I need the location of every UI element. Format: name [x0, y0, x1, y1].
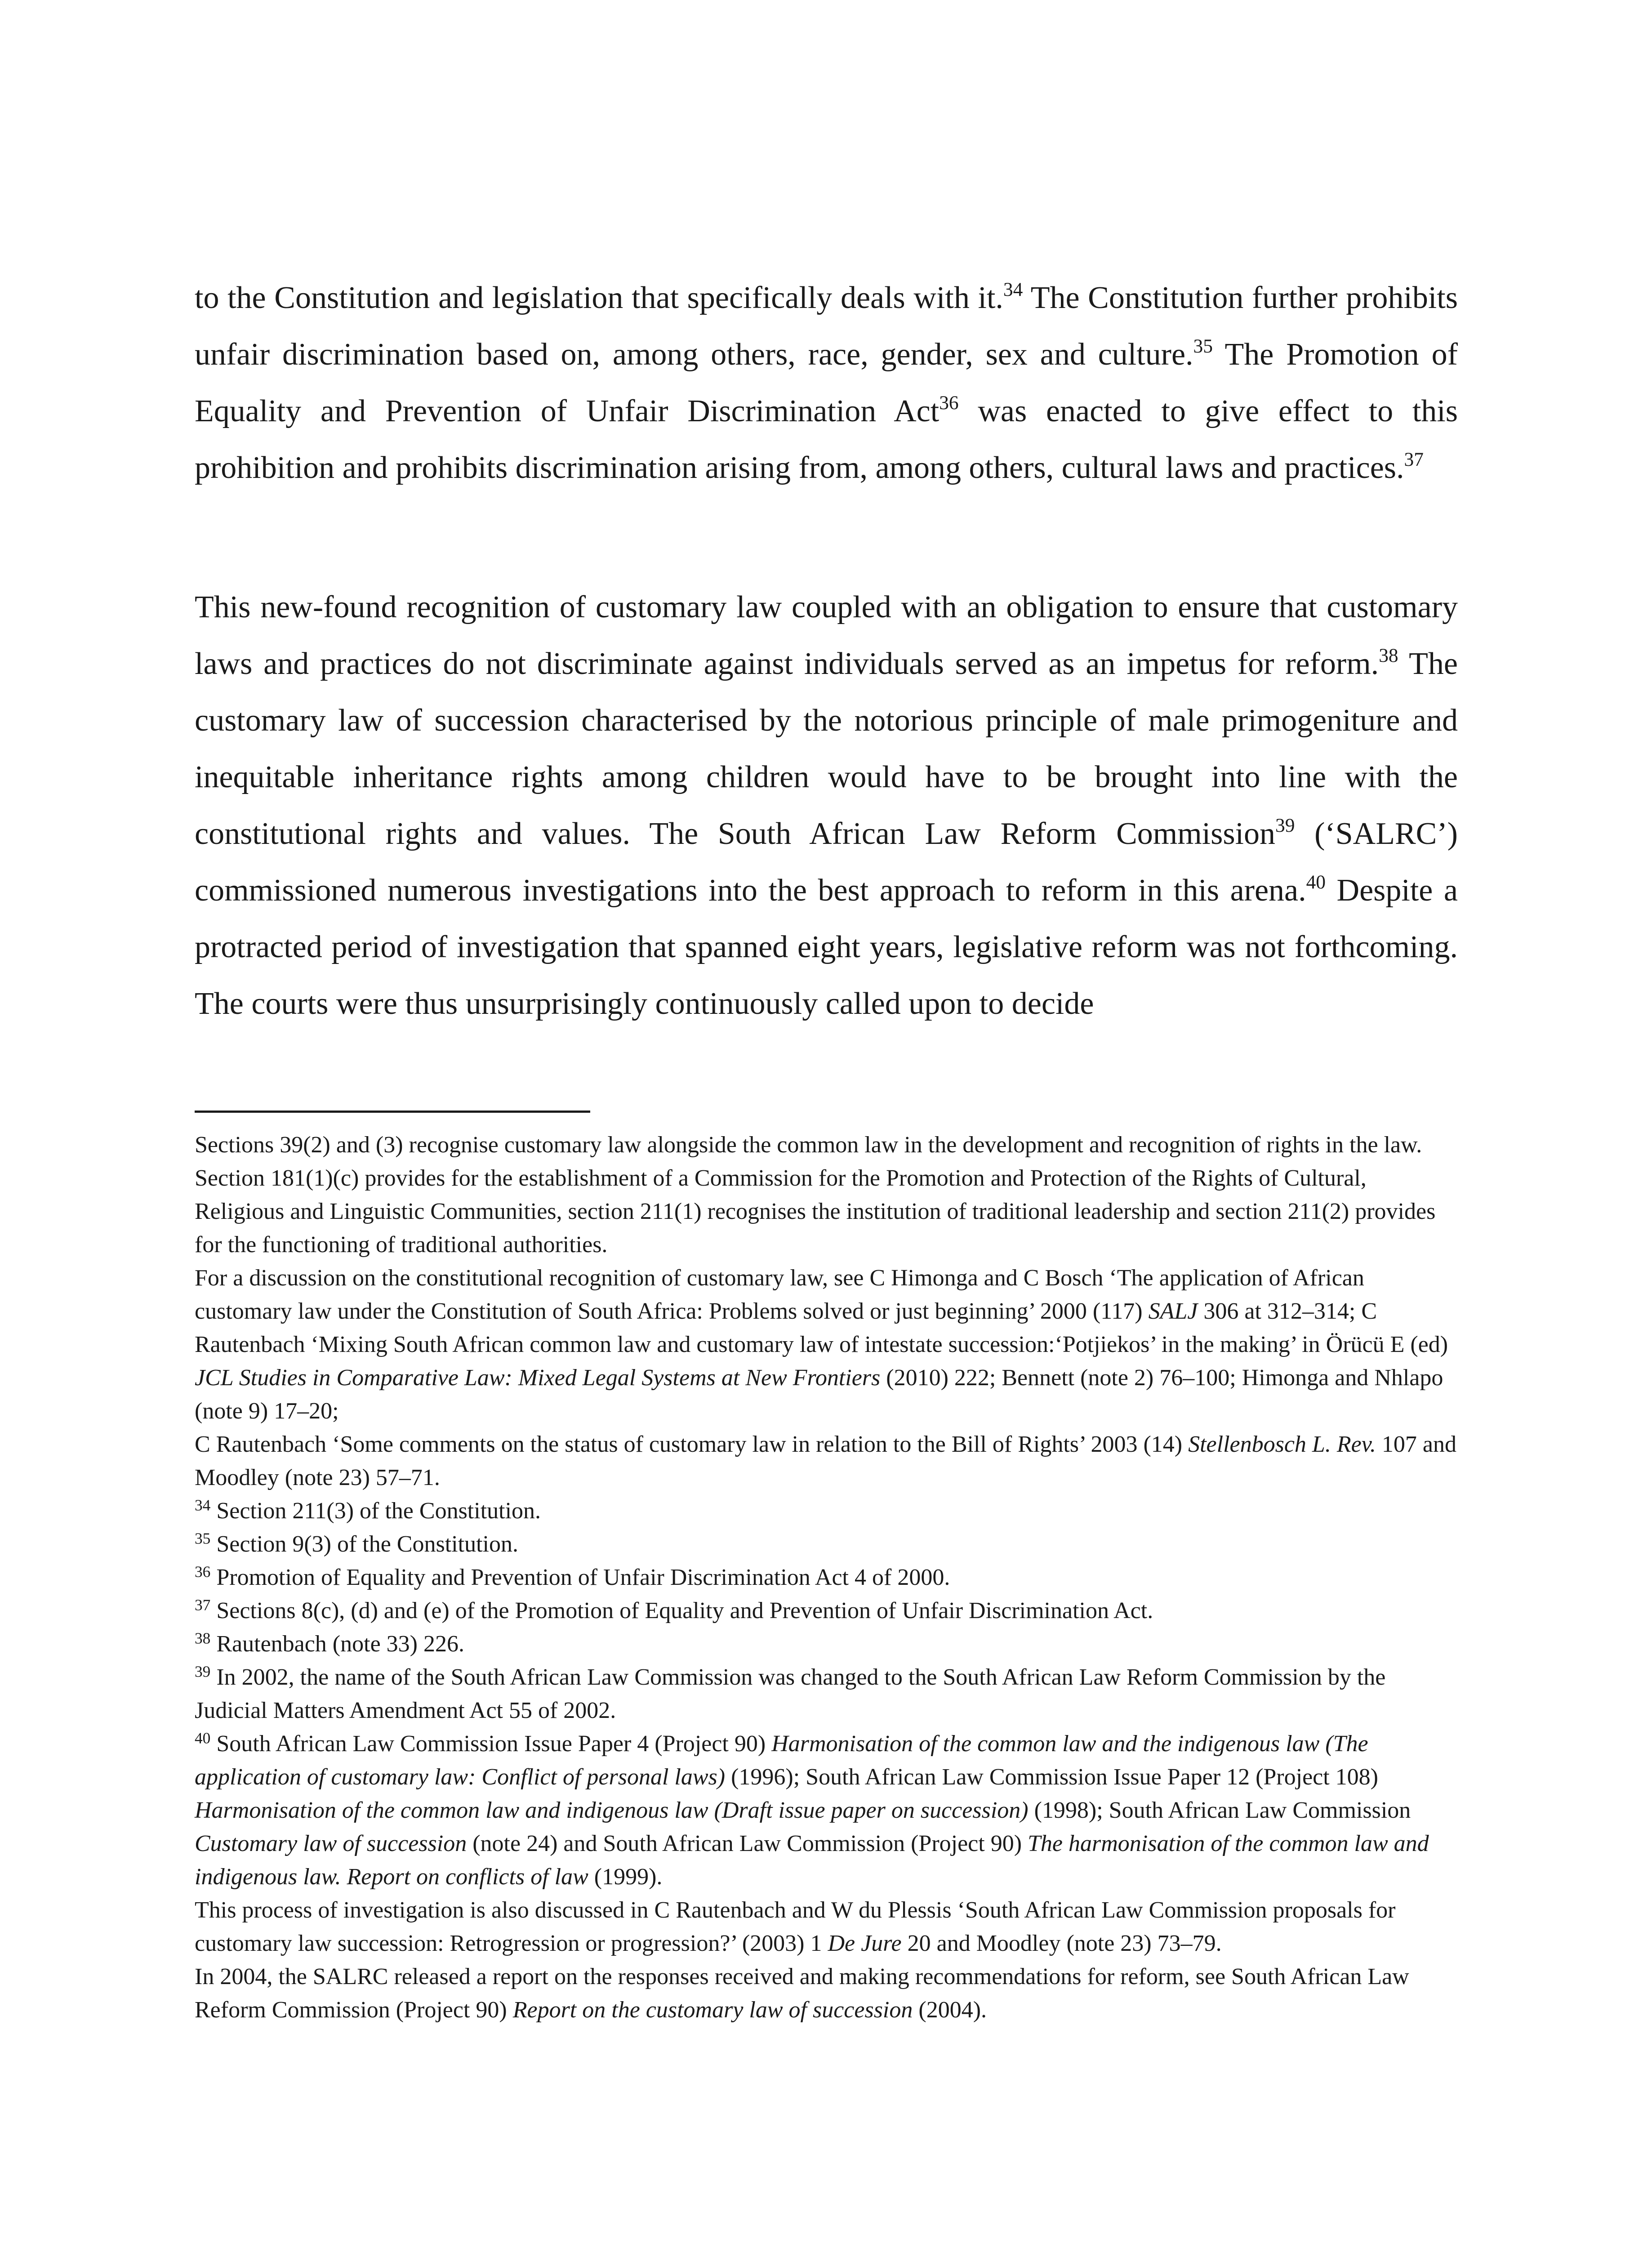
- body-text-span: The Promotion of Equality and Prevention of Unfair Discrimination Act: [195, 337, 1458, 428]
- footnote-ref[interactable]: 38: [1379, 645, 1398, 667]
- footnote-33-part-4: [195, 1428, 1458, 1494]
- footnote-ref[interactable]: 40: [1306, 871, 1326, 893]
- footnotes-section: [195, 1128, 1458, 2027]
- footnote-33-part-3: [195, 1262, 1458, 1428]
- footnote-40: [195, 1727, 1458, 1894]
- footnote-text: (1999).: [588, 1864, 663, 1890]
- body-text-span: was enacted to give effect to this prohibition and prohibits discrimination arising from, among others, cultural laws and practices.: [195, 394, 1458, 485]
- footnote-ref[interactable]: 34: [1003, 279, 1023, 301]
- footnote-37: [195, 1594, 1458, 1628]
- body-text-span: to the Constitution and legislation that specifically deals with it.: [195, 281, 1003, 315]
- footnote-39: [195, 1661, 1458, 1727]
- citation-title: JCL Studies in Comparative Law: Mixed Legal Systems at New Frontiers: [195, 1365, 881, 1391]
- footnote-separator: [195, 1111, 590, 1113]
- footnote-text: South African Law Commission Issue Paper 4 (Project 90): [210, 1731, 772, 1757]
- footnote-40-part-3: [195, 1960, 1458, 2027]
- footnote-36: [195, 1561, 1458, 1594]
- footnote-number: 35: [195, 1529, 211, 1548]
- footnote-number: 37: [195, 1596, 211, 1614]
- footnote-ref[interactable]: 36: [939, 392, 959, 414]
- citation-title: Report on the customary law of succession: [512, 1997, 913, 2023]
- footnote-text: Sections 8(c), (d) and (e) of the Promotion of Equality and Prevention of Unfair Discrimination Act.: [210, 1598, 1153, 1624]
- footnote-text: Sections 39(2) and (3) recognise customary law alongside the common law in the development and recognition of rights in the law.: [195, 1132, 1422, 1158]
- footnote-35: [195, 1528, 1458, 1561]
- footnote-33-part-2: [195, 1162, 1458, 1262]
- footnote-ref[interactable]: 37: [1404, 449, 1424, 471]
- footnote-number: 38: [195, 1629, 211, 1647]
- body-paragraph-2: [195, 579, 1458, 1032]
- footnote-38: [195, 1628, 1458, 1661]
- footnote-text: Section 9(3) of the Constitution.: [210, 1531, 518, 1557]
- footnote-text: (note 24) and South African Law Commission (Project 90): [467, 1831, 1028, 1856]
- footnote-text: In 2004, the SALRC released a report on the responses received and making recommendations for reform, see South African Law Reform Commission (Project 90): [195, 1964, 1409, 2023]
- citation-title: Stellenbosch L. Rev.: [1188, 1432, 1376, 1457]
- body-text-span: (‘SALRC’) commissioned numerous investigations into the best approach to reform in this arena.: [195, 816, 1458, 908]
- footnote-ref[interactable]: 39: [1275, 815, 1295, 837]
- citation-title: Harmonisation of the common law and the indigenous law (The application of customary law: Conflict of personal laws): [195, 1731, 1368, 1790]
- footnote-number: 36: [195, 1562, 211, 1581]
- citation-title: The harmonisation of the common law and indigenous law. Report on conflicts of law: [195, 1831, 1429, 1890]
- footnote-number: 34: [195, 1496, 211, 1514]
- footnote-text: Rautenbach (note 33) 226.: [210, 1631, 464, 1657]
- body-text-span: The customary law of succession characterised by the notorious principle of male primogeniture and inequitable inheritance rights among children would have to be brought into line with the constitutional rights and values. The South African Law Reform Commission: [195, 647, 1458, 851]
- footnote-text: (1998); South African Law Commission: [1028, 1798, 1411, 1823]
- citation-title: Customary law of succession: [195, 1831, 467, 1856]
- footnote-text: C Rautenbach ‘Some comments on the status of customary law in relation to the Bill of Rights’ 2003 (14): [195, 1432, 1189, 1457]
- footnote-text: Section 211(3) of the Constitution.: [210, 1498, 541, 1524]
- body-text-span: The Constitution further prohibits unfair discrimination based on, among others, race, gender, sex and culture.: [195, 281, 1458, 372]
- citation-title: De Jure: [828, 1931, 902, 1956]
- footnote-text: 20 and Moodley (note 23) 73–79.: [901, 1931, 1222, 1956]
- footnote-text: For a discussion on the constitutional recognition of customary law, see C Himonga and C Bosch ‘The application of African customary law under the Constitution of South Africa: Problems solved or just beginning’ 2000 (117): [195, 1265, 1364, 1324]
- footnote-text: This process of investigation is also discussed in C Rautenbach and W du Plessis ‘South African Law Commission proposals for customary law succession: Retrogression or progression?’ (2003) 1: [195, 1897, 1396, 1956]
- footnote-33-part-1: [195, 1128, 1458, 1162]
- body-paragraph-1: [195, 270, 1458, 496]
- body-text-span: This new-found recognition of customary law coupled with an obligation to ensure that customary laws and practices do not discriminate against individuals served as an impetus for reform.: [195, 590, 1458, 681]
- footnote-text: (2010) 222; Bennett (note 2) 76–100; Himonga and Nhlapo (note 9) 17–20;: [195, 1365, 1443, 1424]
- footnote-text: 306 at 312–314; C Rautenbach ‘Mixing South African common law and customary law of intestate succession:‘Potjiekos’ in the making’ in Örücü E (ed): [195, 1298, 1448, 1357]
- footnote-text: (2004).: [913, 1997, 987, 2023]
- footnote-ref[interactable]: 35: [1193, 335, 1213, 357]
- footnote-40-part-2: [195, 1894, 1458, 1960]
- footnote-number: 39: [195, 1662, 211, 1681]
- footnote-34: [195, 1494, 1458, 1528]
- body-text-span: Despite a protracted period of investigation that spanned eight years, legislative reform was not forthcoming. The courts were thus unsurprisingly continuously called upon to decide: [195, 873, 1458, 1021]
- footnote-text: Section 181(1)(c) provides for the establishment of a Commission for the Promotion and Protection of the Rights of Cultural, Religious and Linguistic Communities, section 211(1) recognises the institution of traditional leadership and section 211(2) provides for the functioning of traditional authorities.: [195, 1165, 1436, 1258]
- footnote-text: 107 and Moodley (note 23) 57–71.: [195, 1432, 1457, 1490]
- footnote-number: 40: [195, 1729, 211, 1747]
- footnote-text: In 2002, the name of the South African Law Commission was changed to the South African Law Reform Commission by the Judicial Matters Amendment Act 55 of 2002.: [195, 1664, 1386, 1723]
- footnote-text: Promotion of Equality and Prevention of Unfair Discrimination Act 4 of 2000.: [210, 1565, 950, 1590]
- footnote-text: (1996); South African Law Commission Issue Paper 12 (Project 108): [725, 1764, 1378, 1790]
- citation-title: SALJ: [1148, 1298, 1198, 1324]
- citation-title: Harmonisation of the common law and indigenous law (Draft issue paper on succession): [195, 1798, 1029, 1823]
